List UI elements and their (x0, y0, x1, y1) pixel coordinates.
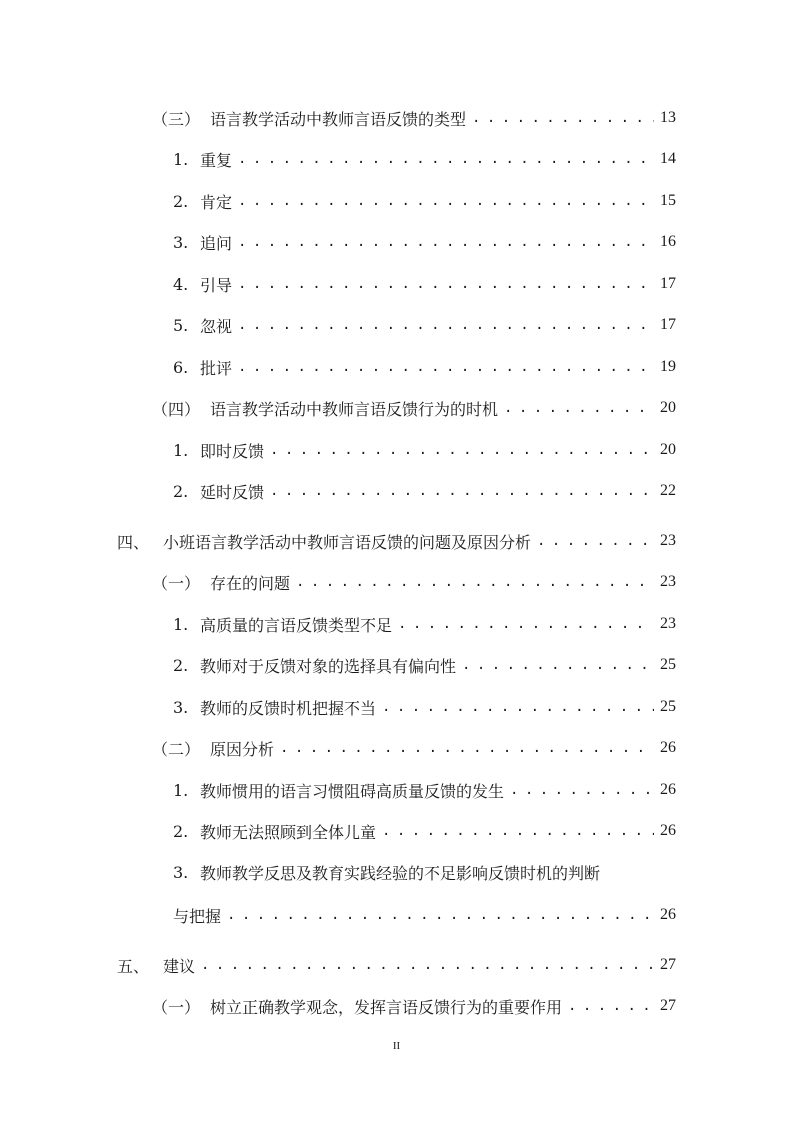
toc-entry-number: 5. (173, 315, 189, 335)
toc-entry-number: 2. (173, 821, 189, 841)
toc-entry-page: 23 (660, 615, 676, 632)
toc-entry-page: 26 (660, 906, 676, 923)
toc-entry-title: 高质量的言语反馈类型不足 (200, 615, 393, 635)
toc-entry[interactable] (152, 734, 676, 762)
toc-entry-title: 教师惯用的语言习惯阻碍高质量反馈的发生 (200, 781, 505, 801)
toc-entry-page: 20 (660, 441, 676, 458)
toc-entry-title: 小班语言教学活动中教师言语反馈的问题及原因分析 (163, 532, 532, 552)
dot-leader (238, 317, 654, 333)
toc-entry[interactable] (173, 693, 676, 721)
toc-entry-number: 3. (173, 862, 189, 882)
dot-leader (270, 442, 654, 458)
toc-entry[interactable] (152, 104, 676, 132)
page-number: II (392, 1040, 401, 1052)
toc-entry[interactable] (173, 477, 676, 505)
toc-entry-page: 26 (660, 781, 676, 798)
dot-leader (382, 699, 654, 715)
dot-leader (504, 400, 654, 416)
toc-entry[interactable] (152, 992, 676, 1020)
toc-entry-page: 14 (660, 150, 676, 167)
toc-entry-title: 存在的问题 (210, 573, 291, 593)
toc-entry[interactable] (117, 951, 676, 979)
toc-entry-number: （四） (152, 399, 201, 419)
toc-entry-page: 27 (660, 997, 676, 1014)
toc-entry-number: （一） (152, 573, 201, 593)
toc-entry[interactable] (173, 353, 676, 381)
toc-entry-title: 树立正确教学观念，发挥言语反馈行为的重要作用 (210, 997, 563, 1017)
toc-entry-continued[interactable] (173, 901, 676, 929)
toc-entry[interactable] (173, 187, 676, 215)
dot-leader (462, 657, 654, 673)
dot-leader (238, 234, 654, 250)
toc-entry-page: 27 (660, 956, 676, 973)
toc-entry-page: 13 (660, 109, 676, 126)
toc-entry-title: 肯定 (200, 192, 233, 212)
toc-entry-title: 批评 (200, 358, 233, 378)
toc-entry-title: 语言教学活动中教师言语反馈行为的时机 (210, 399, 499, 419)
toc-entry-page: 22 (660, 482, 676, 499)
toc-entry-title: 忽视 (200, 316, 233, 336)
dot-leader (382, 823, 654, 839)
toc-entry-page: 23 (660, 532, 676, 549)
dot-leader (238, 359, 654, 375)
dot-leader (238, 276, 654, 292)
toc-entry-page: 20 (660, 399, 676, 416)
dot-leader (201, 957, 654, 973)
toc-entry-title: 教师无法照顾到全体儿童 (200, 822, 377, 842)
toc-entry[interactable] (173, 145, 676, 173)
toc-entry[interactable] (117, 527, 676, 555)
toc-entry-page: 16 (660, 233, 676, 250)
dot-leader (296, 574, 654, 590)
toc-entry-page: 26 (660, 739, 676, 756)
toc-entry-number: 2. (173, 191, 189, 211)
toc-entry-number: （二） (152, 739, 201, 759)
toc-entry-number: 3. (173, 697, 189, 717)
toc-entry-number: 1. (173, 614, 189, 634)
toc-entry-page: 17 (660, 316, 676, 333)
toc-entry-title: 建议 (163, 956, 196, 976)
toc-entry[interactable] (173, 651, 676, 679)
toc-entry-number: （一） (152, 997, 201, 1017)
toc-entry[interactable] (173, 858, 676, 886)
dot-leader (472, 110, 654, 126)
dot-leader (238, 193, 654, 209)
toc-entry-page: 26 (660, 822, 676, 839)
toc-entry[interactable] (152, 394, 676, 422)
toc-entry-page: 23 (660, 573, 676, 590)
toc-entry-page: 17 (660, 275, 676, 292)
toc-entry-title: 延时反馈 (200, 482, 265, 502)
toc-entry-number: 1. (173, 780, 189, 800)
dot-leader (568, 998, 654, 1014)
toc-entry-page: 19 (660, 358, 676, 375)
dot-leader (280, 740, 654, 756)
toc-entry[interactable] (152, 568, 676, 596)
toc-entry-number: 五、 (117, 956, 150, 976)
toc-entry-title: 教师对于反馈对象的选择具有偏向性 (200, 656, 457, 676)
toc-entry-title: 追问 (200, 233, 233, 253)
toc-entry-title: 教师教学反思及教育实践经验的不足影响反馈时机的判断 (200, 863, 601, 883)
toc-entry-title: 教师的反馈时机把握不当 (200, 698, 377, 718)
toc-entry-number: 3. (173, 232, 189, 252)
toc-entry-title: 重复 (200, 150, 233, 170)
toc-entry-number: 四、 (117, 532, 150, 552)
dot-leader (270, 483, 654, 499)
toc-entry-number: （三） (152, 109, 201, 129)
toc-entry[interactable] (173, 228, 676, 256)
dot-leader (398, 616, 654, 632)
toc-entry[interactable] (173, 311, 676, 339)
toc-entry-number: 2. (173, 481, 189, 501)
toc-entry-title-continued: 与把握 (173, 906, 222, 926)
toc-entry-number: 2. (173, 655, 189, 675)
dot-leader (238, 151, 654, 167)
dot-leader (537, 533, 654, 549)
toc-entry[interactable] (173, 776, 676, 804)
toc-entry-page: 25 (660, 698, 676, 715)
toc-entry[interactable] (173, 817, 676, 845)
toc-entry-number: 4. (173, 274, 189, 294)
toc-entry-number: 6. (173, 357, 189, 377)
toc-entry-title: 即时反馈 (200, 441, 265, 461)
toc-entry[interactable] (173, 436, 676, 464)
dot-leader (510, 782, 654, 798)
toc-entry-title: 语言教学活动中教师言语反馈的类型 (210, 109, 467, 129)
toc-entry-title: 原因分析 (210, 739, 275, 759)
toc-entry-page: 25 (660, 656, 676, 673)
toc-entry-number: 1. (173, 149, 189, 169)
toc-entry-number: 1. (173, 440, 189, 460)
toc-entry-title: 引导 (200, 275, 233, 295)
dot-leader (227, 907, 654, 923)
toc-entry-page: 15 (660, 192, 676, 209)
toc-entry[interactable] (173, 610, 676, 638)
toc-entry[interactable] (173, 270, 676, 298)
